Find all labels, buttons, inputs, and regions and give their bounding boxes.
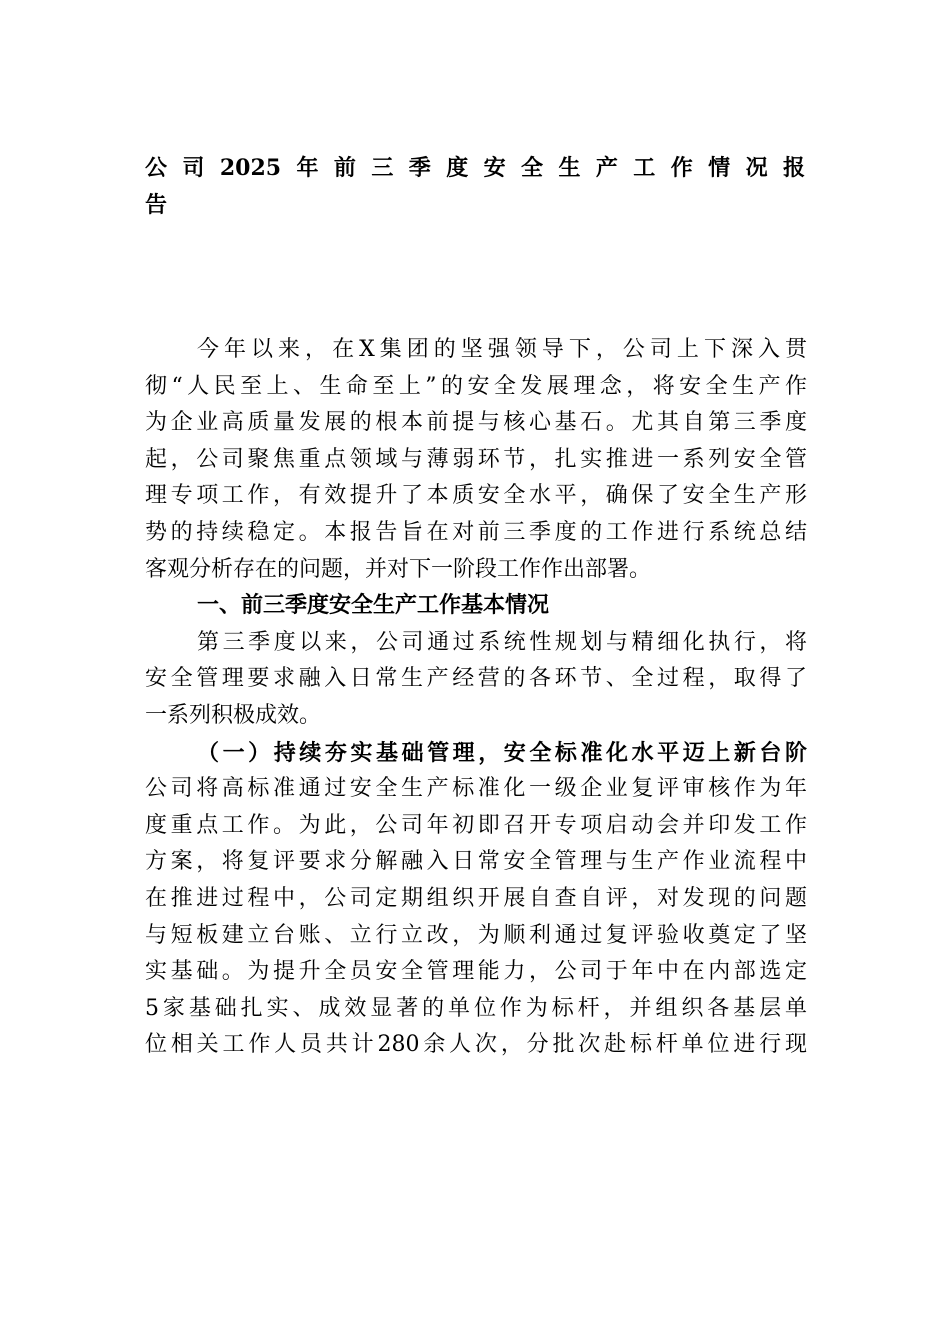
text-line: 今年以来，在X集团的坚强领导下，公司上下深入贯 xyxy=(197,337,807,362)
text-line: 为企业高质量发展的根本前提与核心基石。尤其自第三季度 xyxy=(145,410,807,436)
text-line: 势的持续稳定。本报告旨在对前三季度的工作进行系统总结 xyxy=(145,519,807,545)
text-line: 实基础。为提升全员安全管理能力，公司于年中在内部选定 xyxy=(145,959,807,985)
title-line-2: 告 xyxy=(145,191,168,218)
text-line: 第三季度以来，公司通过系统性规划与精细化执行，将 xyxy=(197,629,807,655)
heading-text: 一、前三季度安全生产工作基本情况 xyxy=(197,593,550,619)
intro-paragraph xyxy=(145,332,807,588)
text-line: 与短板建立台账、立行立改，为顺利通过复评验收奠定了坚 xyxy=(145,922,807,948)
document-body xyxy=(145,332,807,1064)
title-line-1: 公司2025年前三季度安全生产工作情况报 xyxy=(145,155,805,181)
subsection-paragraph xyxy=(145,771,807,1064)
text-line: 位相关工作人员共计280余人次，分批次赴标杆单位进行现 xyxy=(145,1032,807,1058)
text-line: 安全管理要求融入日常生产经营的各环节、全过程，取得了 xyxy=(145,666,807,692)
text-line: 客观分析存在的问题，并对下一阶段工作作出部署。 xyxy=(145,556,652,582)
text-line: 彻“人民至上、生命至上”的安全发展理念，将安全生产作 xyxy=(145,373,807,399)
document-title xyxy=(145,150,805,223)
text-line: 公司将高标准通过安全生产标准化一级企业复评审核作为年 xyxy=(145,776,807,802)
section-intro-paragraph xyxy=(145,625,807,735)
text-line: 5家基础扎实、成效显著的单位作为标杆，并组织各基层单 xyxy=(145,995,807,1021)
text-line: 度重点工作。为此，公司年初即召开专项启动会并印发工作 xyxy=(145,812,807,838)
subheading-text: （一）持续夯实基础管理，安全标准化水平迈上新台阶 xyxy=(197,739,807,766)
text-line: 方案，将复评要求分解融入日常安全管理与生产作业流程中 xyxy=(145,849,807,875)
text-line: 起，公司聚焦重点领域与薄弱环节，扎实推进一系列安全管 xyxy=(145,446,807,472)
subsection-heading-1 xyxy=(145,735,807,772)
text-line: 在推进过程中，公司定期组织开展自查自评，对发现的问题 xyxy=(145,885,807,911)
text-line: 理专项工作，有效提升了本质安全水平，确保了安全生产形 xyxy=(145,483,807,509)
text-line: 一系列积极成效。 xyxy=(145,702,322,728)
section-heading-1 xyxy=(145,588,807,625)
